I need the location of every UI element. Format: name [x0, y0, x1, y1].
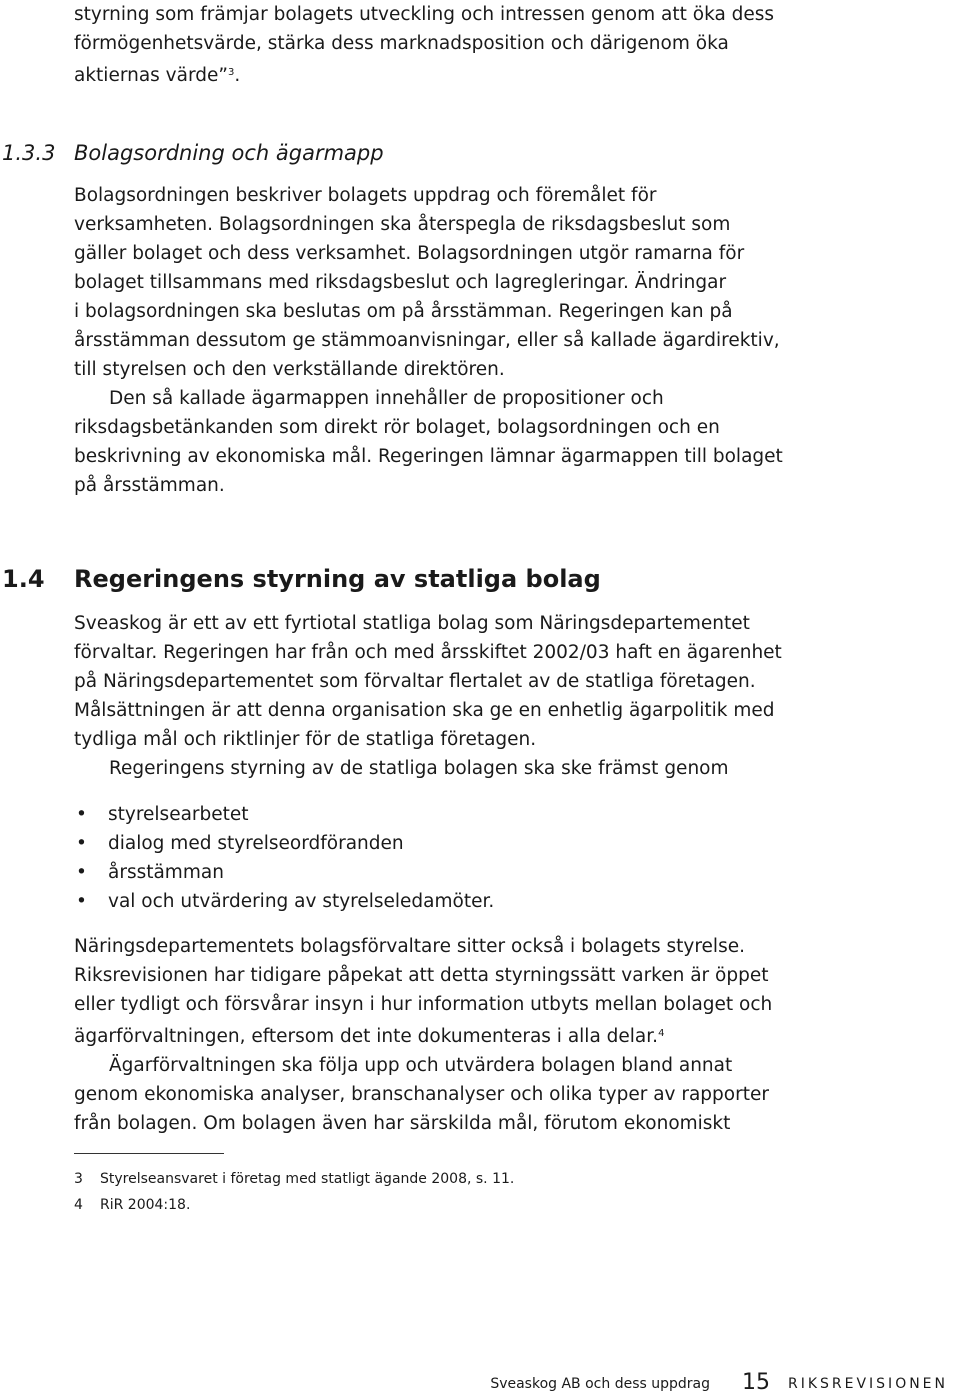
text-line: till styrelsen och den verkställande direktören.: [74, 359, 505, 380]
text-line: [74, 1019, 774, 1051]
text-line: bolaget tillsammans med riksdagsbeslut och lagregleringar. Ändringar: [74, 272, 727, 293]
text-line: beskrivning av ekonomiska mål. Regeringen lämnar ägarmappen till bolaget: [74, 446, 783, 467]
text-line: Näringsdepartementets bolagsförvaltare sitter också i bolagets styrelse.: [74, 936, 745, 957]
footer-brand: RIKSREVISIONEN: [787, 1376, 948, 1392]
section-number: 1.4: [2, 565, 45, 593]
page-number: 15: [742, 1370, 770, 1395]
intro-paragraph: [74, 0, 774, 90]
text-line: årsstämman dessutom ge stämmoanvisningar, eller så kallade ägardirektiv,: [74, 330, 780, 351]
list-item: • årsstämman: [74, 858, 494, 887]
footnote: [74, 1169, 514, 1189]
text-line: verksamheten. Bolagsordningen ska återspegla de riksdagsbeslut som: [74, 214, 731, 235]
text-line: gäller bolaget och dess verksamhet. Bolagsordningen utgör ramarna för: [74, 243, 745, 264]
text-line: tydliga mål och riktlinjer för de statliga företagen.: [74, 729, 537, 750]
paragraph: [74, 181, 783, 500]
text-line: förvaltar. Regeringen har från och med årsskiftet 2002/03 haft en ägarenhet: [74, 642, 782, 663]
text-line: från bolagen. Om bolagen även har särskilda mål, förutom ekonomiskt: [74, 1113, 731, 1134]
text-line-end: .: [234, 65, 241, 86]
footnote-text: RiR 2004:18.: [100, 1197, 191, 1213]
section-heading: Bolagsordning och ägarmapp: [74, 141, 384, 165]
paragraph: [74, 609, 782, 783]
text-line: Riksrevisionen har tidigare påpekat att detta styrningssätt varken är öppet: [74, 965, 769, 986]
paragraph: [74, 932, 774, 1138]
text-line-content: aktiernas värde”: [74, 65, 228, 86]
list-item: • styrelsearbetet: [74, 800, 494, 829]
text-line: [74, 58, 774, 90]
bullet-list: [74, 800, 494, 916]
section-number: 1.3.3: [2, 141, 56, 165]
text-line: Regeringens styrning av de statliga bolagen ska ske främst genom: [109, 758, 729, 779]
text-line: Ägarförvaltningen ska följa upp och utvärdera bolagen bland annat: [109, 1055, 733, 1076]
footnote-ref: 4: [658, 1028, 665, 1039]
footnote-number: 4: [74, 1197, 83, 1213]
text-line: på Näringsdepartementet som förvaltar flertalet av de statliga företagen.: [74, 671, 756, 692]
footer-title: Sveaskog AB och dess uppdrag: [490, 1376, 710, 1392]
footnote-number: 3: [74, 1171, 83, 1187]
text-line: i bolagsordningen ska beslutas om på årsstämman. Regeringen kan på: [74, 301, 733, 322]
text-line: genom ekonomiska analyser, branschanalyser och olika typer av rapporter: [74, 1084, 769, 1105]
footnote: [74, 1195, 190, 1215]
footnote-divider: [74, 1153, 224, 1154]
text-line: Målsättningen är att denna organisation ska ge en enhetlig ägarpolitik med: [74, 700, 775, 721]
text-line: förmögenhetsvärde, stärka dess marknadsposition och därigenom öka: [74, 33, 729, 54]
text-line: Den så kallade ägarmappen innehåller de propositioner och: [109, 388, 664, 409]
list-item: • val och utvärdering av styrelseledamöter.: [74, 887, 494, 916]
text-line: styrning som främjar bolagets utveckling och intressen genom att öka dess: [74, 4, 775, 25]
footnote-ref: 3: [227, 67, 235, 78]
text-line: Sveaskog är ett av ett fyrtiotal statliga bolag som Näringsdepartementet: [74, 613, 750, 634]
footnote-text: Styrelseansvaret i företag med statligt ägande 2008, s. 11.: [100, 1171, 515, 1187]
text-line: riksdagsbetänkanden som direkt rör bolaget, bolagsordningen och en: [74, 417, 720, 438]
text-line: Bolagsordningen beskriver bolagets uppdrag och föremålet för: [74, 185, 657, 206]
page-footer: [0, 1372, 948, 1396]
text-line: eller tydligt och försvårar insyn i hur information utbyts mellan bolaget och: [74, 994, 773, 1015]
text-line: på årsstämman.: [74, 475, 225, 496]
list-item: • dialog med styrelseordföranden: [74, 829, 494, 858]
text-line-content: ägarförvaltningen, eftersom det inte dokumenteras i alla delar.: [74, 1026, 659, 1047]
section-heading: Regeringens styrning av statliga bolag: [74, 565, 601, 593]
